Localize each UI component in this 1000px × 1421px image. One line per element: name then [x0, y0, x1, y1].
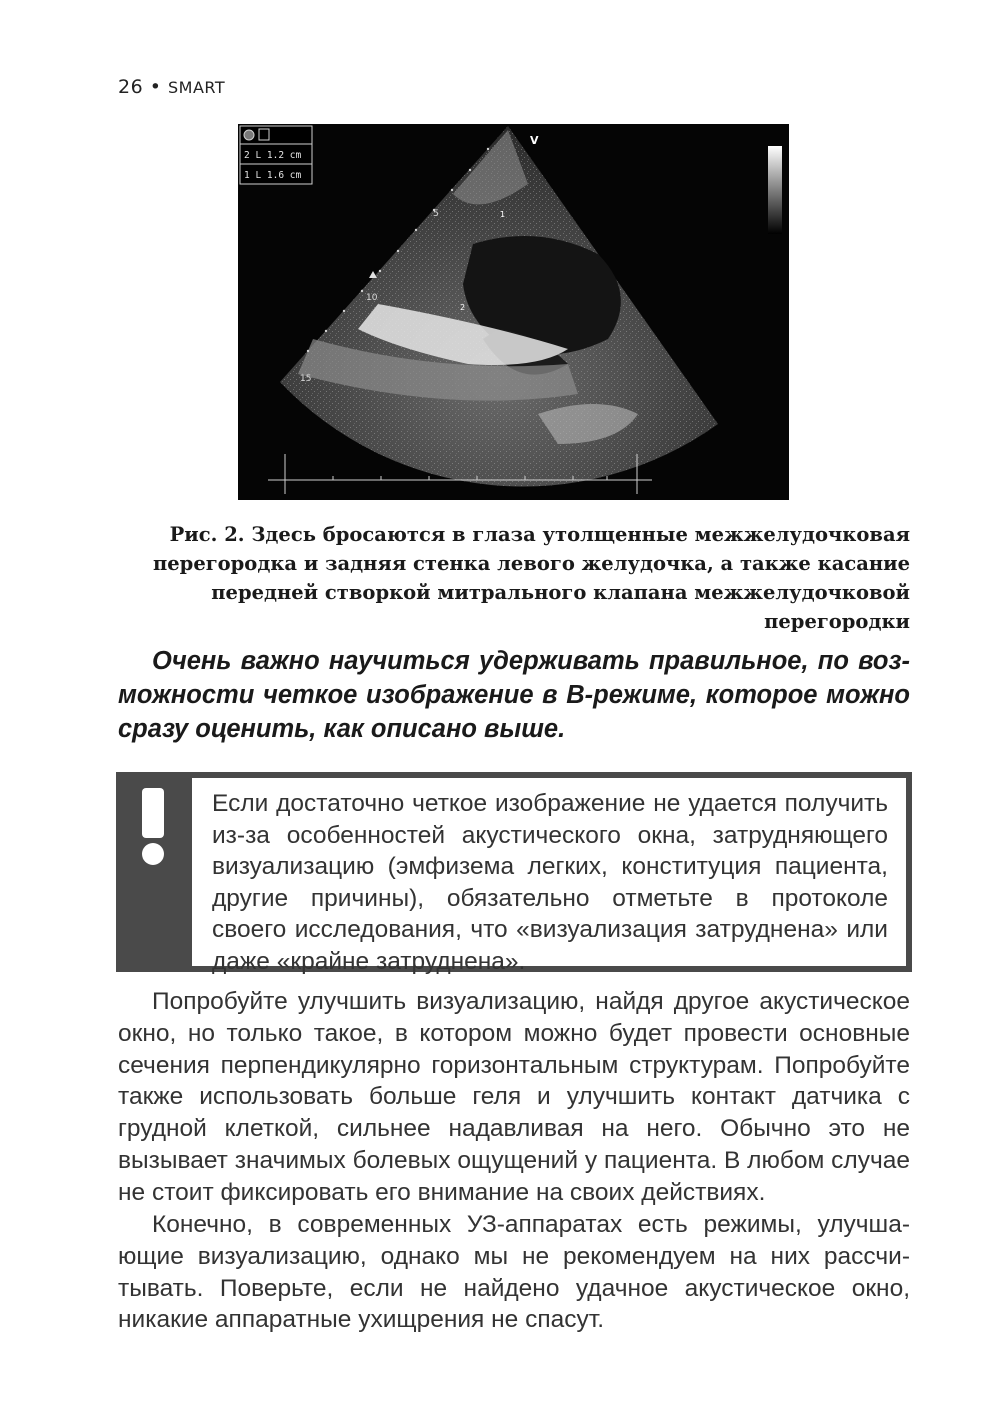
structure-label-1: 1	[500, 210, 506, 219]
page-number: 26	[118, 76, 144, 98]
depth-label-10: 10	[366, 293, 378, 303]
exclamation-icon	[128, 786, 178, 866]
ultrasound-figure	[238, 124, 789, 500]
warning-text: Если достаточно четкое изображение не удается получить из-за особенностей акустического окна, затрудняющего визуализацию (эмфизема легких, конституция пациента, другие причины), обязательно отметьте в протоколе своего исследования, что «визуализация затруднена» или даже «крайне затруднена».	[212, 790, 888, 975]
paragraph-2-text: Конечно, в современных УЗ-аппаратах есть режимы, улучшающие визуализацию, однако мы не рекомендуем на них рассчитывать. Поверьте, если не найдено удачное акустическое окно, никакие аппаратные ухищрения не спасут.	[118, 1211, 910, 1334]
running-title: SMART	[168, 78, 226, 97]
measurement-2: 1 L 1.6 cm	[244, 170, 302, 181]
sector-marker: V	[530, 134, 539, 147]
running-header	[118, 76, 225, 98]
warning-box	[116, 772, 912, 975]
structure-label-2: 2	[460, 303, 466, 312]
grayscale-bar	[768, 146, 782, 234]
depth-label-5: 5	[433, 209, 439, 219]
record-icon	[244, 130, 254, 140]
measurement-overlay	[240, 126, 312, 184]
header-separator: •	[149, 76, 162, 98]
body-paragraph-2	[118, 1209, 910, 1336]
body-paragraph-1	[118, 986, 910, 1209]
key-statement	[118, 644, 910, 746]
warning-content	[192, 772, 912, 975]
depth-label-15: 15	[300, 374, 312, 384]
measurement-1: 2 L 1.2 cm	[244, 150, 302, 161]
ultrasound-image	[238, 124, 789, 500]
figure-caption: Рис. 2. Здесь бросаются в глаза утолщенные межжелудочковая перегородка и задняя стенка левого желудочка, а также касание передней створкой митрального клапана межжелудочковой перегородки	[153, 523, 910, 633]
paragraph-1-text: Попробуйте улучшить визуализацию, найдя другое акустическое окно, но только такое, в котором можно будет провести основные сечения перпендикулярно горизонтальным структурам. Попробуйте также использовать больше геля и улучшить контакт датчика с грудной клеткой, сильнее надавливая на него. Обычно это не вызывает значимых болевых ощущений у пациента. В любом случае не стоит фиксировать его внимание на своих действиях.	[118, 988, 910, 1206]
key-statement-text: Очень важно научиться удерживать правильное, по возможности четкое изображение в В-режиме, которое можно сразу оценить, как описано выше.	[118, 647, 910, 743]
